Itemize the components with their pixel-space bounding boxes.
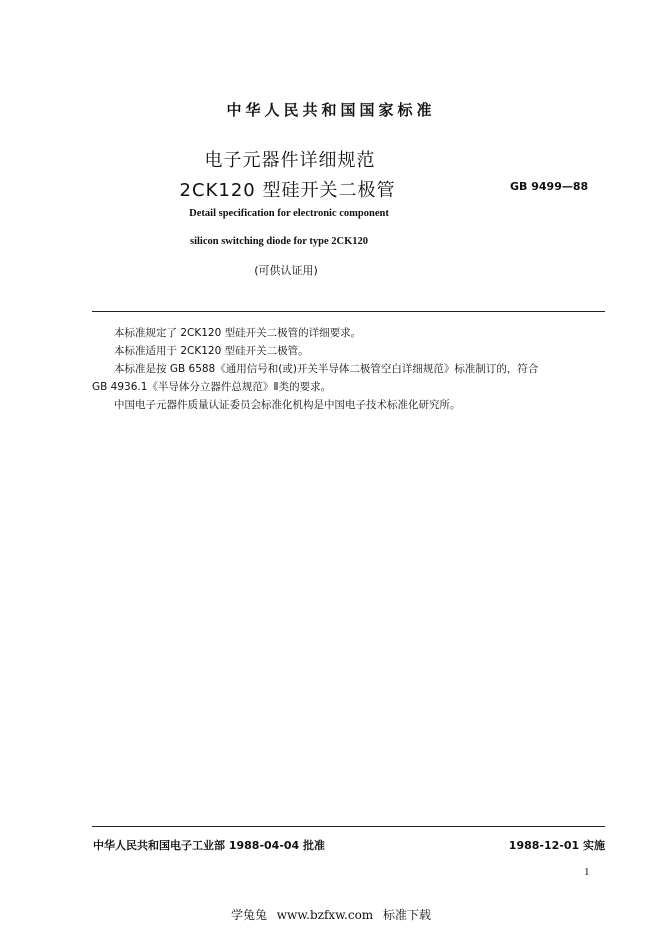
english-title-line2: silicon switching diode for type 2CK120 [190,236,369,247]
document-title-line1: 电子元器件详细规范 [204,150,376,171]
standard-code: GB 9499—88 [510,180,589,193]
approval-statement: 中华人民共和国电子工业部 1988-04-04 批准 [93,839,326,852]
national-standard-heading: 中华人民共和国国家标准 [226,101,436,119]
bottom-divider [92,826,605,827]
site-watermark: 学兔兔 www.bzfxw.com 标准下载 [230,908,432,922]
certification-note: (可供认证用) [254,264,318,277]
body-paragraph-basis-continued: GB 4936.1《半导体分立器件总规范》Ⅱ类的要求。 [92,381,332,393]
document-title-line2: 2CK120 型硅开关二极管 [179,180,396,201]
effective-date: 1988-12-01 实施 [508,839,605,852]
english-title-line1: Detail specification for electronic component [189,208,389,219]
page-number: 1 [584,866,590,878]
body-paragraph-organization: 中国电子元器件质量认证委员会标准化机构是中国电子技术标准化研究所。 [114,399,461,411]
body-paragraph-basis: 本标准是按 GB 6588《通用信号和(或)开关半导体二极管空白详细规范》标准制订的，符合 [114,363,539,375]
body-paragraph-applicability: 本标准适用于 2CK120 型硅开关二极管。 [114,345,309,357]
top-divider [92,311,605,312]
body-paragraph-scope: 本标准规定了 2CK120 型硅开关二极管的详细要求。 [114,327,362,339]
document-body [92,324,606,414]
